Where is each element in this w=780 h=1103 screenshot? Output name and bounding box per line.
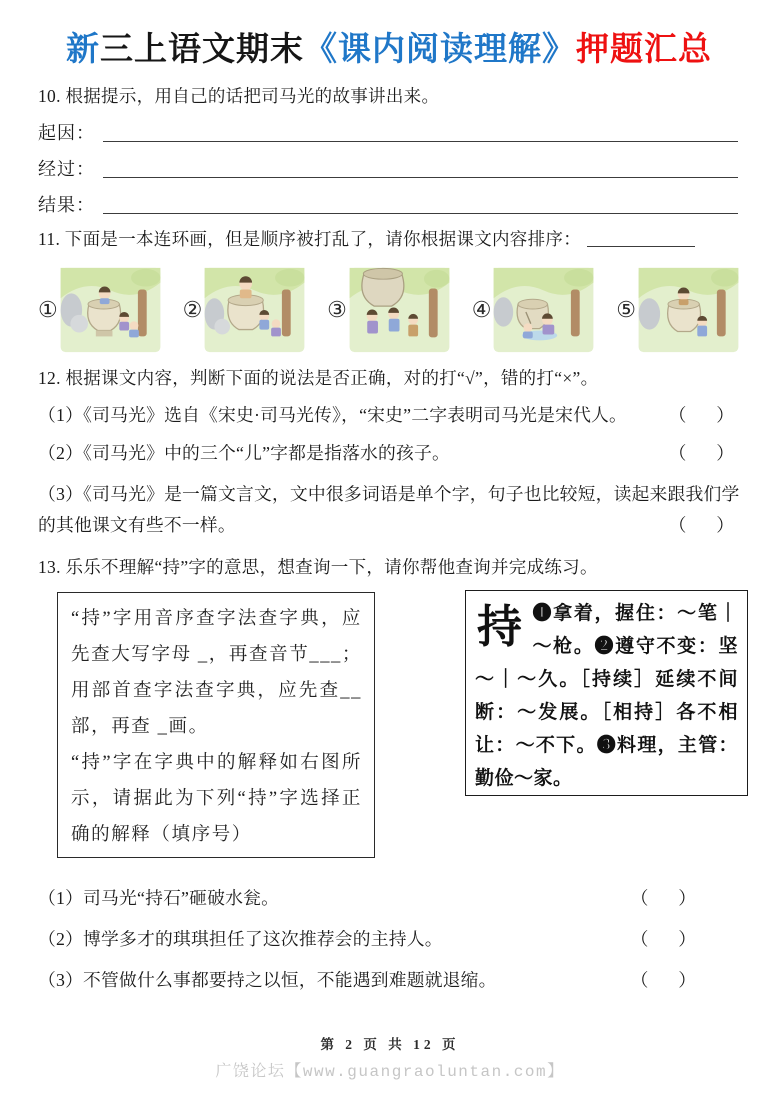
- dictionary-headword: 持: [477, 602, 523, 653]
- q13-item-3-text: （3）不管做什么事都要持之以恒，不能遇到难题就退缩。: [38, 969, 497, 990]
- q13-item-1-text: （1）司马光“持石”砸破水瓮。: [38, 888, 280, 909]
- q13-item-2: [38, 926, 702, 954]
- q13-item-1: [38, 885, 702, 913]
- title-segment-topic: 《课内阅读理解》: [304, 32, 576, 68]
- question-11-prompt: 11. 下面是一本连环画，但是顺序被打乱了，请你根据课文内容排序：: [38, 228, 581, 249]
- question-13-prompt: 13. 乐乐不理解“持”字的意思，想查询一下，请你帮他查询并完成练习。: [38, 557, 598, 578]
- q13-items: [38, 885, 702, 994]
- q12-item-1-text: （1）《司马光》选自《宋史·司马光传》，“宋史”二字表明司马光是宋代人。: [38, 404, 628, 425]
- q13-item-2-text: （2）博学多才的琪琪担任了这次推荐会的主持人。: [38, 929, 443, 950]
- page-number-indicator: 第 2 页 共 12 页: [320, 1037, 460, 1052]
- q10-blank-cause: [38, 112, 740, 146]
- comic-panel-3: [327, 265, 451, 355]
- comic-panel-1: [38, 265, 162, 355]
- q10-blank-result: [38, 184, 740, 218]
- comic-panel-2: [183, 265, 307, 355]
- page-title: [38, 30, 740, 71]
- comic-panel-5: [616, 265, 740, 355]
- q12-item-3-text: （3）《司马光》是一篇文言文，文中很多词语是单个字，句子也比较短，读起来跟我们学的其他课文有些不一样。: [38, 483, 740, 536]
- q10-blank-process: [38, 148, 740, 182]
- answer-line: [103, 211, 738, 214]
- q12-item-2-text: （2）《司马光》中的三个“儿”字都是指落水的孩子。: [38, 443, 450, 464]
- answer-line: [587, 244, 695, 247]
- comic-panel-4-illustration: [492, 265, 595, 355]
- panel-number: ③: [327, 296, 347, 322]
- answer-bracket: （ ）: [668, 404, 740, 425]
- answer-bracket: （ ）: [630, 969, 702, 990]
- question-10-prompt: 10. 根据提示，用自己的话把司马光的故事讲出来。: [38, 86, 440, 107]
- panel-number: ⑤: [616, 296, 636, 322]
- lookup-paragraph-2: “持”字在字典中的解释如右图所示，请据此为下列“持”字选择正确的解释（填序号）: [71, 753, 362, 846]
- dictionary-definition: ❶拿着，握住：～笔｜～枪。❷遵守不变：坚～｜～久。［持续］延续不间断：～发展。［相持］各不相让：～不下。❸料理，主管：勤俭～家。: [475, 603, 738, 790]
- comic-panel-4: [472, 265, 596, 355]
- answer-bracket: （ ）: [668, 443, 740, 464]
- comic-panel-3-illustration: [348, 265, 451, 355]
- comic-panels-row: [38, 265, 740, 355]
- dictionary-entry-box: [465, 590, 748, 796]
- comic-panel-5-illustration: [637, 265, 740, 355]
- blank-label: 经过：: [38, 158, 95, 179]
- panel-number: ①: [38, 296, 58, 322]
- answer-bracket: （ ）: [630, 888, 702, 909]
- panel-number: ④: [471, 296, 492, 322]
- answer-bracket: （ ）: [630, 929, 702, 950]
- answer-line: [103, 139, 738, 142]
- question-12-prompt: 12. 根据课文内容，判断下面的说法是否正确，对的打“√”，错的打“×”。: [38, 367, 599, 388]
- q13-reference-boxes: [38, 586, 740, 872]
- site-watermark: 广饶论坛【www.guangraoluntan.com】: [215, 1063, 565, 1081]
- q12-item-2: [38, 440, 740, 468]
- answer-line: [103, 175, 738, 178]
- title-segment-summary: 押题汇总: [576, 32, 712, 68]
- q12-item-1: [38, 402, 740, 430]
- question-11: [38, 226, 740, 251]
- comic-panel-2-illustration: [203, 265, 306, 355]
- title-segment-grade: 三上语文期末: [100, 32, 304, 68]
- q12-item-3: [38, 479, 740, 541]
- blank-label: 起因：: [38, 122, 95, 143]
- panel-number: ②: [182, 296, 203, 322]
- q13-item-3: [38, 967, 702, 995]
- comic-panel-1-illustration: [59, 265, 162, 355]
- answer-bracket: （ ）: [668, 515, 740, 536]
- lookup-paragraph-1: “持”字用音序查字法查字典，应先查大写字母 _，再查音节___；用部首查字法查字典，应先查__部，再查 _画。: [71, 609, 362, 738]
- dictionary-lookup-instructions-box: [57, 592, 375, 858]
- blank-label: 结果：: [38, 194, 95, 215]
- title-segment-new: 新: [66, 32, 100, 68]
